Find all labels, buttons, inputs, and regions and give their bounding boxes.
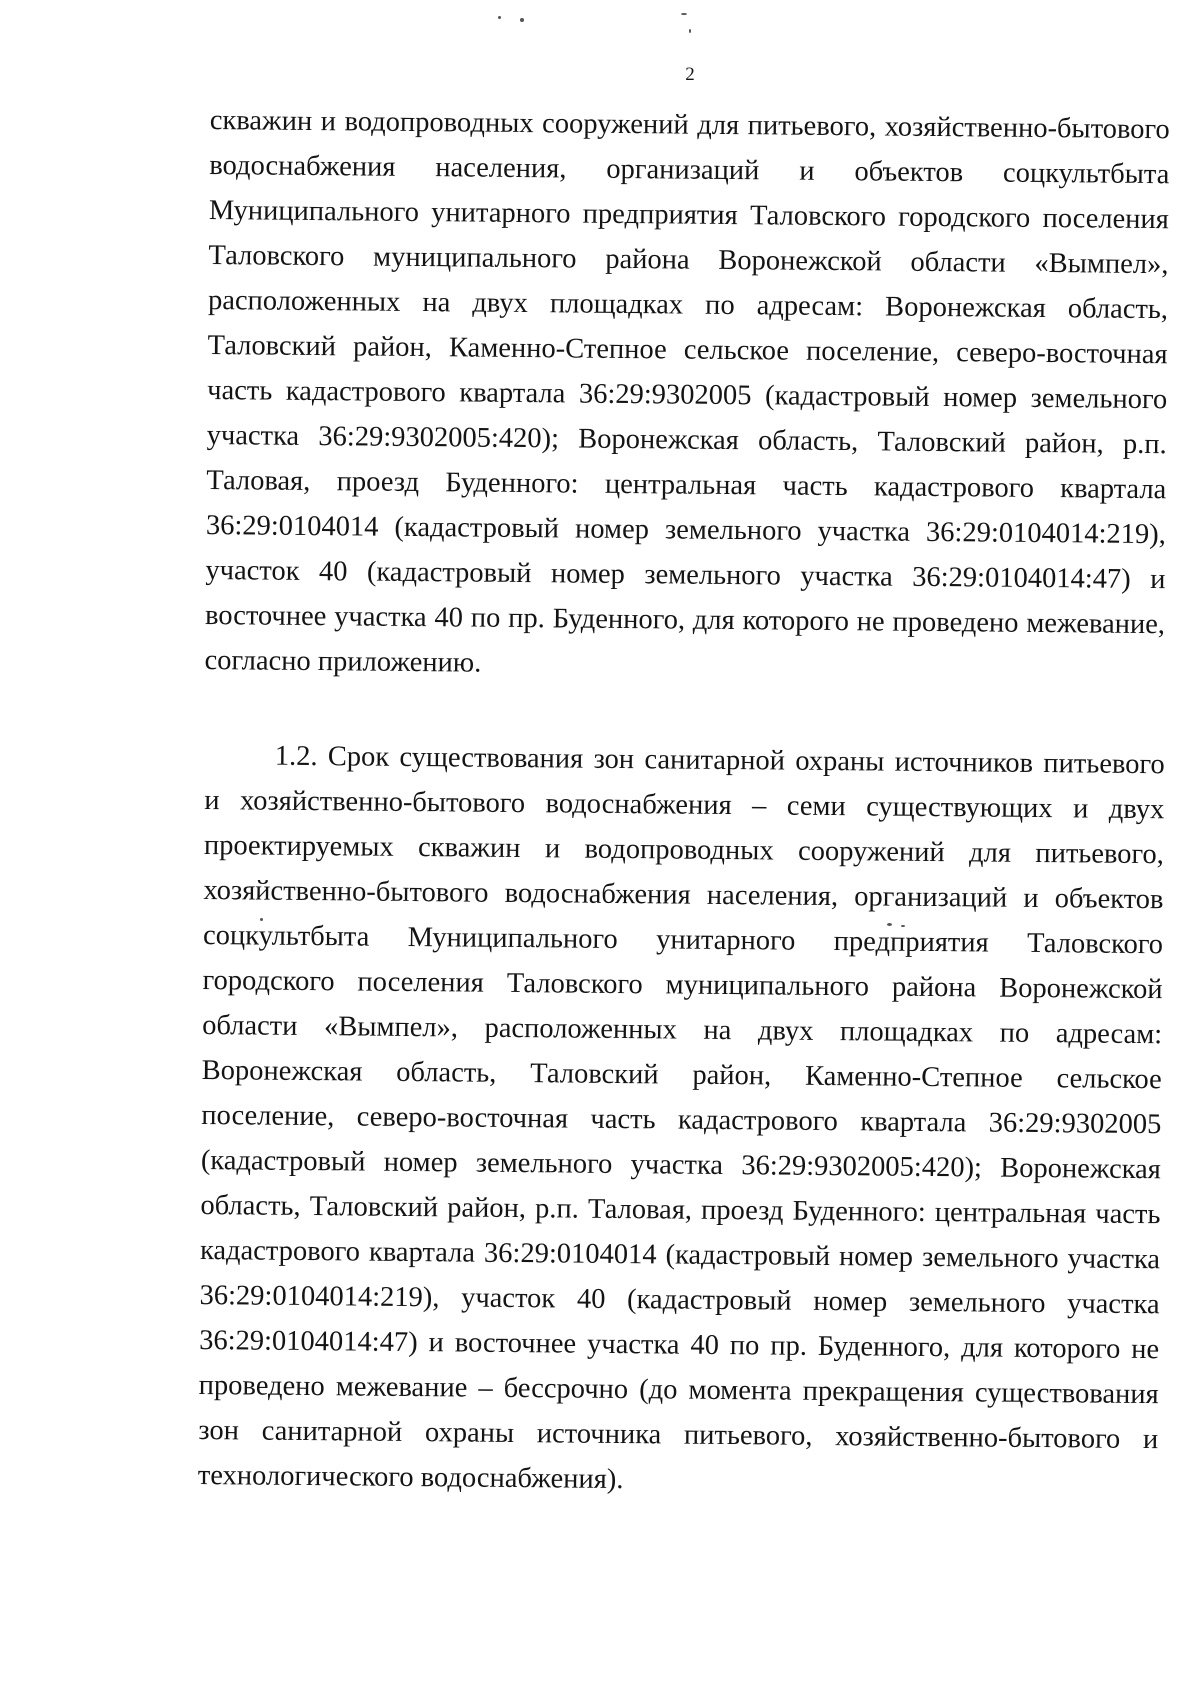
scan-speck (689, 29, 691, 33)
paragraph-1-2: 1.2. Срок существования зон санитарной охраны источников питьевого и хозяйственно-бытового водоснабжения – семи существующих и двух проектируемых скважин и водопроводных сооружений для питьевого, хозяйственно-бытового водоснабжения населения, организаций и объектов соцкультбыта Муниципального унитарного предприятия Таловского городского поселения Таловского муниципального района Воронежской области «Вымпел», расположенных на двух площадках по адресам: Воронежская область, Таловский район, Каменно-Степное сельское поселение, северо-восточная часть кадастрового квартала 36:29:9302005 (кадастровый номер земельного участка 36:29:9302005:420); Воронежская область, Таловский район, р.п. Таловая, проезд Буденного: центральная часть кадастрового квартала 36:29:0104014 (кадастровый номер земельного участка 36:29:0104014:219), участок 40 (кадастровый номер земельного участка 36:29:0104014:47) и восточнее участка 40 по пр. Буденного, для которого не проведено межевание – бессрочно (до момента прекращения существования зон санитарной охраны источника питьевого, хозяйственно-бытового и технологического водоснабжения). (197, 740, 1165, 1496)
scan-speck (498, 16, 501, 19)
paragraph-continuation: скважин и водопроводных сооружений для питьевого, хозяйственно-бытового водоснабжения населения, организаций и объектов соцкультбыта Муниципального унитарного предприятия Таловского городского поселения Таловского муниципального района Воронежской области «Вымпел», расположенных на двух площадках по адресам: Воронежская область, Таловский район, Каменно-Степное сельское поселение, северо-восточная часть кадастрового квартала 36:29:9302005 (кадастровый номер земельного участка 36:29:9302005:420); Воронежская область, Таловский район, р.п. Таловая, проезд Буденного: центральная часть кадастрового квартала 36:29:0104014 (кадастровый номер земельного участка 36:29:0104014:219), участок 40 (кадастровый номер земельного участка 36:29:0104014:47) и восточнее участка 40 по пр. Буденного, для которого не проведено межевание, согласно приложению. (204, 104, 1170, 679)
scan-speck (520, 18, 524, 22)
scan-speck (681, 13, 687, 15)
page-number: 2 (685, 64, 695, 85)
